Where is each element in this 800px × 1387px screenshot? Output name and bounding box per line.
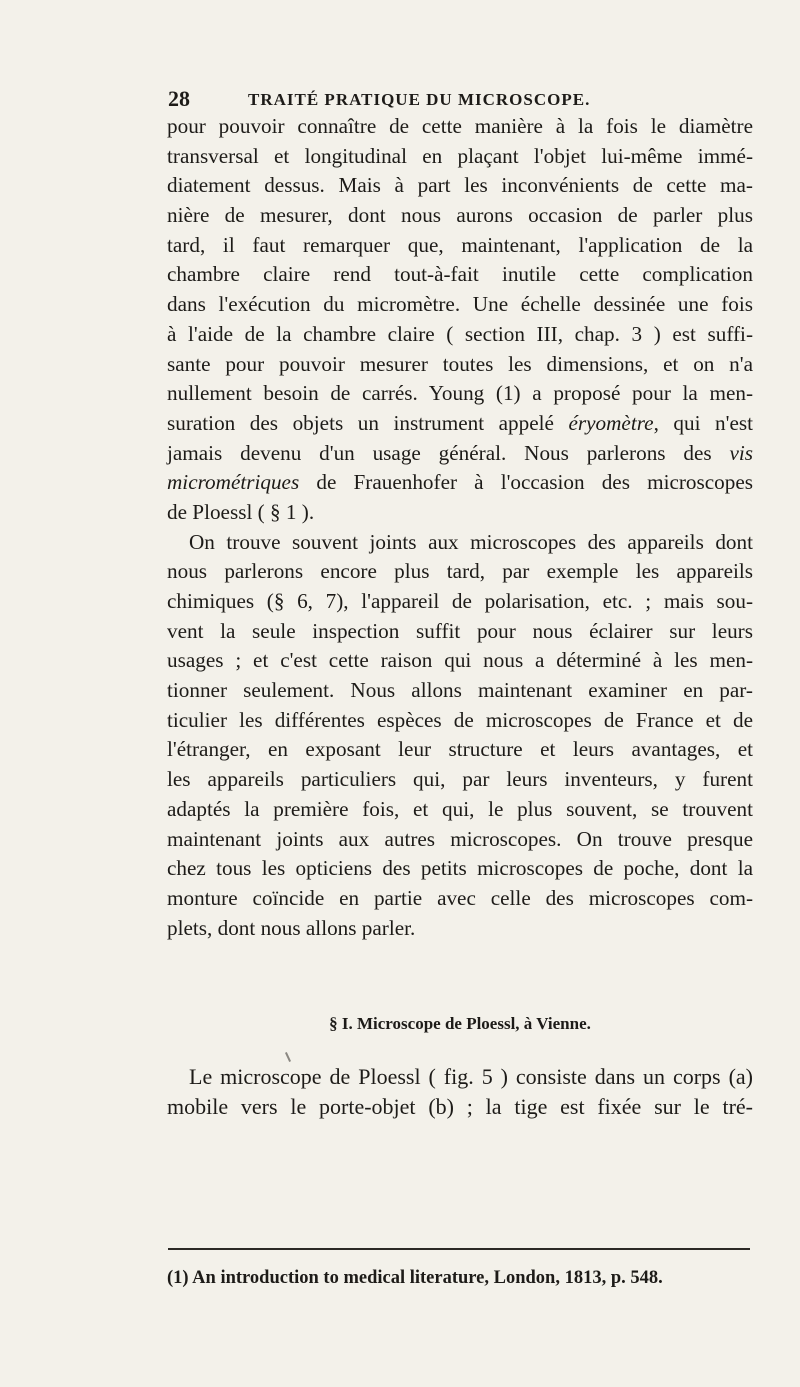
text-line bbox=[167, 439, 753, 469]
footnote-divider bbox=[168, 1248, 750, 1250]
section-heading: § I. Microscope de Ploessl, à Vienne. bbox=[329, 1014, 591, 1033]
text-line: maintenant joints aux autres microscopes. On trouve presque bbox=[167, 826, 753, 851]
text-line: chimiques (§ 6, 7), l'appareil de polarisation, etc. ; mais sou- bbox=[167, 589, 753, 613]
text-line: de Ploessl ( § 1 ). bbox=[167, 499, 315, 524]
text-line: diatement dessus. Mais à part les inconvénients de cette ma- bbox=[167, 173, 753, 198]
text-line: adaptés la première fois, et qui, le plus souvent, se trouvent bbox=[167, 796, 753, 821]
text-line bbox=[167, 468, 753, 498]
running-title: TRAITÉ PRATIQUE DU MICROSCOPE. bbox=[248, 90, 591, 109]
text-line: l'étranger, en exposant leur structure et leurs avantages, et bbox=[167, 737, 753, 762]
text-line: tard, il faut remarquer que, maintenant, l'application de la bbox=[167, 232, 753, 257]
text-line: dans l'exécution du micromètre. Une échelle dessinée une fois bbox=[167, 292, 753, 317]
text-line: sante pour pouvoir mesurer toutes les dimensions, et on n'a bbox=[167, 351, 753, 376]
main-text bbox=[167, 112, 753, 943]
text-fragment: jamais devenu d'un usage général. Nous parlerons des bbox=[167, 440, 730, 465]
text-fragment: de Frauenhofer à l'occasion des microscopes bbox=[299, 470, 753, 495]
text-line: nière de mesurer, dont nous aurons occasion de parler plus bbox=[167, 203, 753, 228]
text-line bbox=[167, 409, 753, 439]
text-line: chez tous les opticiens des petits microscopes de poche, dont la bbox=[167, 856, 753, 881]
text-line: plets, dont nous allons parler. bbox=[167, 915, 416, 940]
text-line: usages ; et c'est cette raison qui nous a déterminé à les men- bbox=[167, 648, 753, 673]
text-line: On trouve souvent joints aux microscopes des appareils dont bbox=[189, 529, 753, 554]
text-line: mobile vers le porte-objet (b) ; la tige est fixée sur le tré- bbox=[167, 1094, 753, 1119]
italic-term-micrometriques: micrométriques bbox=[167, 470, 300, 495]
text-line: Le microscope de Ploessl ( fig. 5 ) consiste dans un corps (a) bbox=[189, 1064, 753, 1089]
text-line: monture coïncide en partie avec celle des microscopes com- bbox=[167, 885, 753, 910]
text-line: nous parlerons encore plus tard, par exemple les appareils bbox=[167, 559, 753, 584]
text-line: tionner seulement. Nous allons maintenant examiner en par- bbox=[167, 678, 753, 703]
italic-term-vis: vis bbox=[729, 440, 753, 465]
text-fragment: , qui n'est bbox=[653, 410, 753, 435]
section-text bbox=[167, 1062, 753, 1122]
ink-mark bbox=[285, 1052, 291, 1062]
footnote: (1) An introduction to medical literature, London, 1813, p. 548. bbox=[167, 1268, 663, 1288]
text-line: transversal et longitudinal en plaçant l'objet lui-même immé- bbox=[167, 143, 753, 168]
text-line: chambre claire rend tout-à-fait inutile cette complication bbox=[167, 262, 753, 287]
text-line: ticulier les différentes espèces de microscopes de France et de bbox=[167, 707, 753, 732]
italic-term-eryometre: éryomètre bbox=[568, 410, 654, 435]
text-line: à l'aide de la chambre claire ( section III, chap. 3 ) est suffi- bbox=[167, 321, 753, 346]
text-fragment: suration des objets un instrument appelé bbox=[167, 410, 569, 435]
text-line: pour pouvoir connaître de cette manière à la fois le diamètre bbox=[167, 114, 753, 138]
text-line: nullement besoin de carrés. Young (1) a proposé pour la men- bbox=[167, 381, 753, 406]
page-number: 28 bbox=[168, 86, 190, 111]
text-line: les appareils particuliers qui, par leurs inventeurs, y furent bbox=[167, 767, 753, 792]
text-line: vent la seule inspection suffit pour nous éclairer sur leurs bbox=[167, 618, 753, 643]
